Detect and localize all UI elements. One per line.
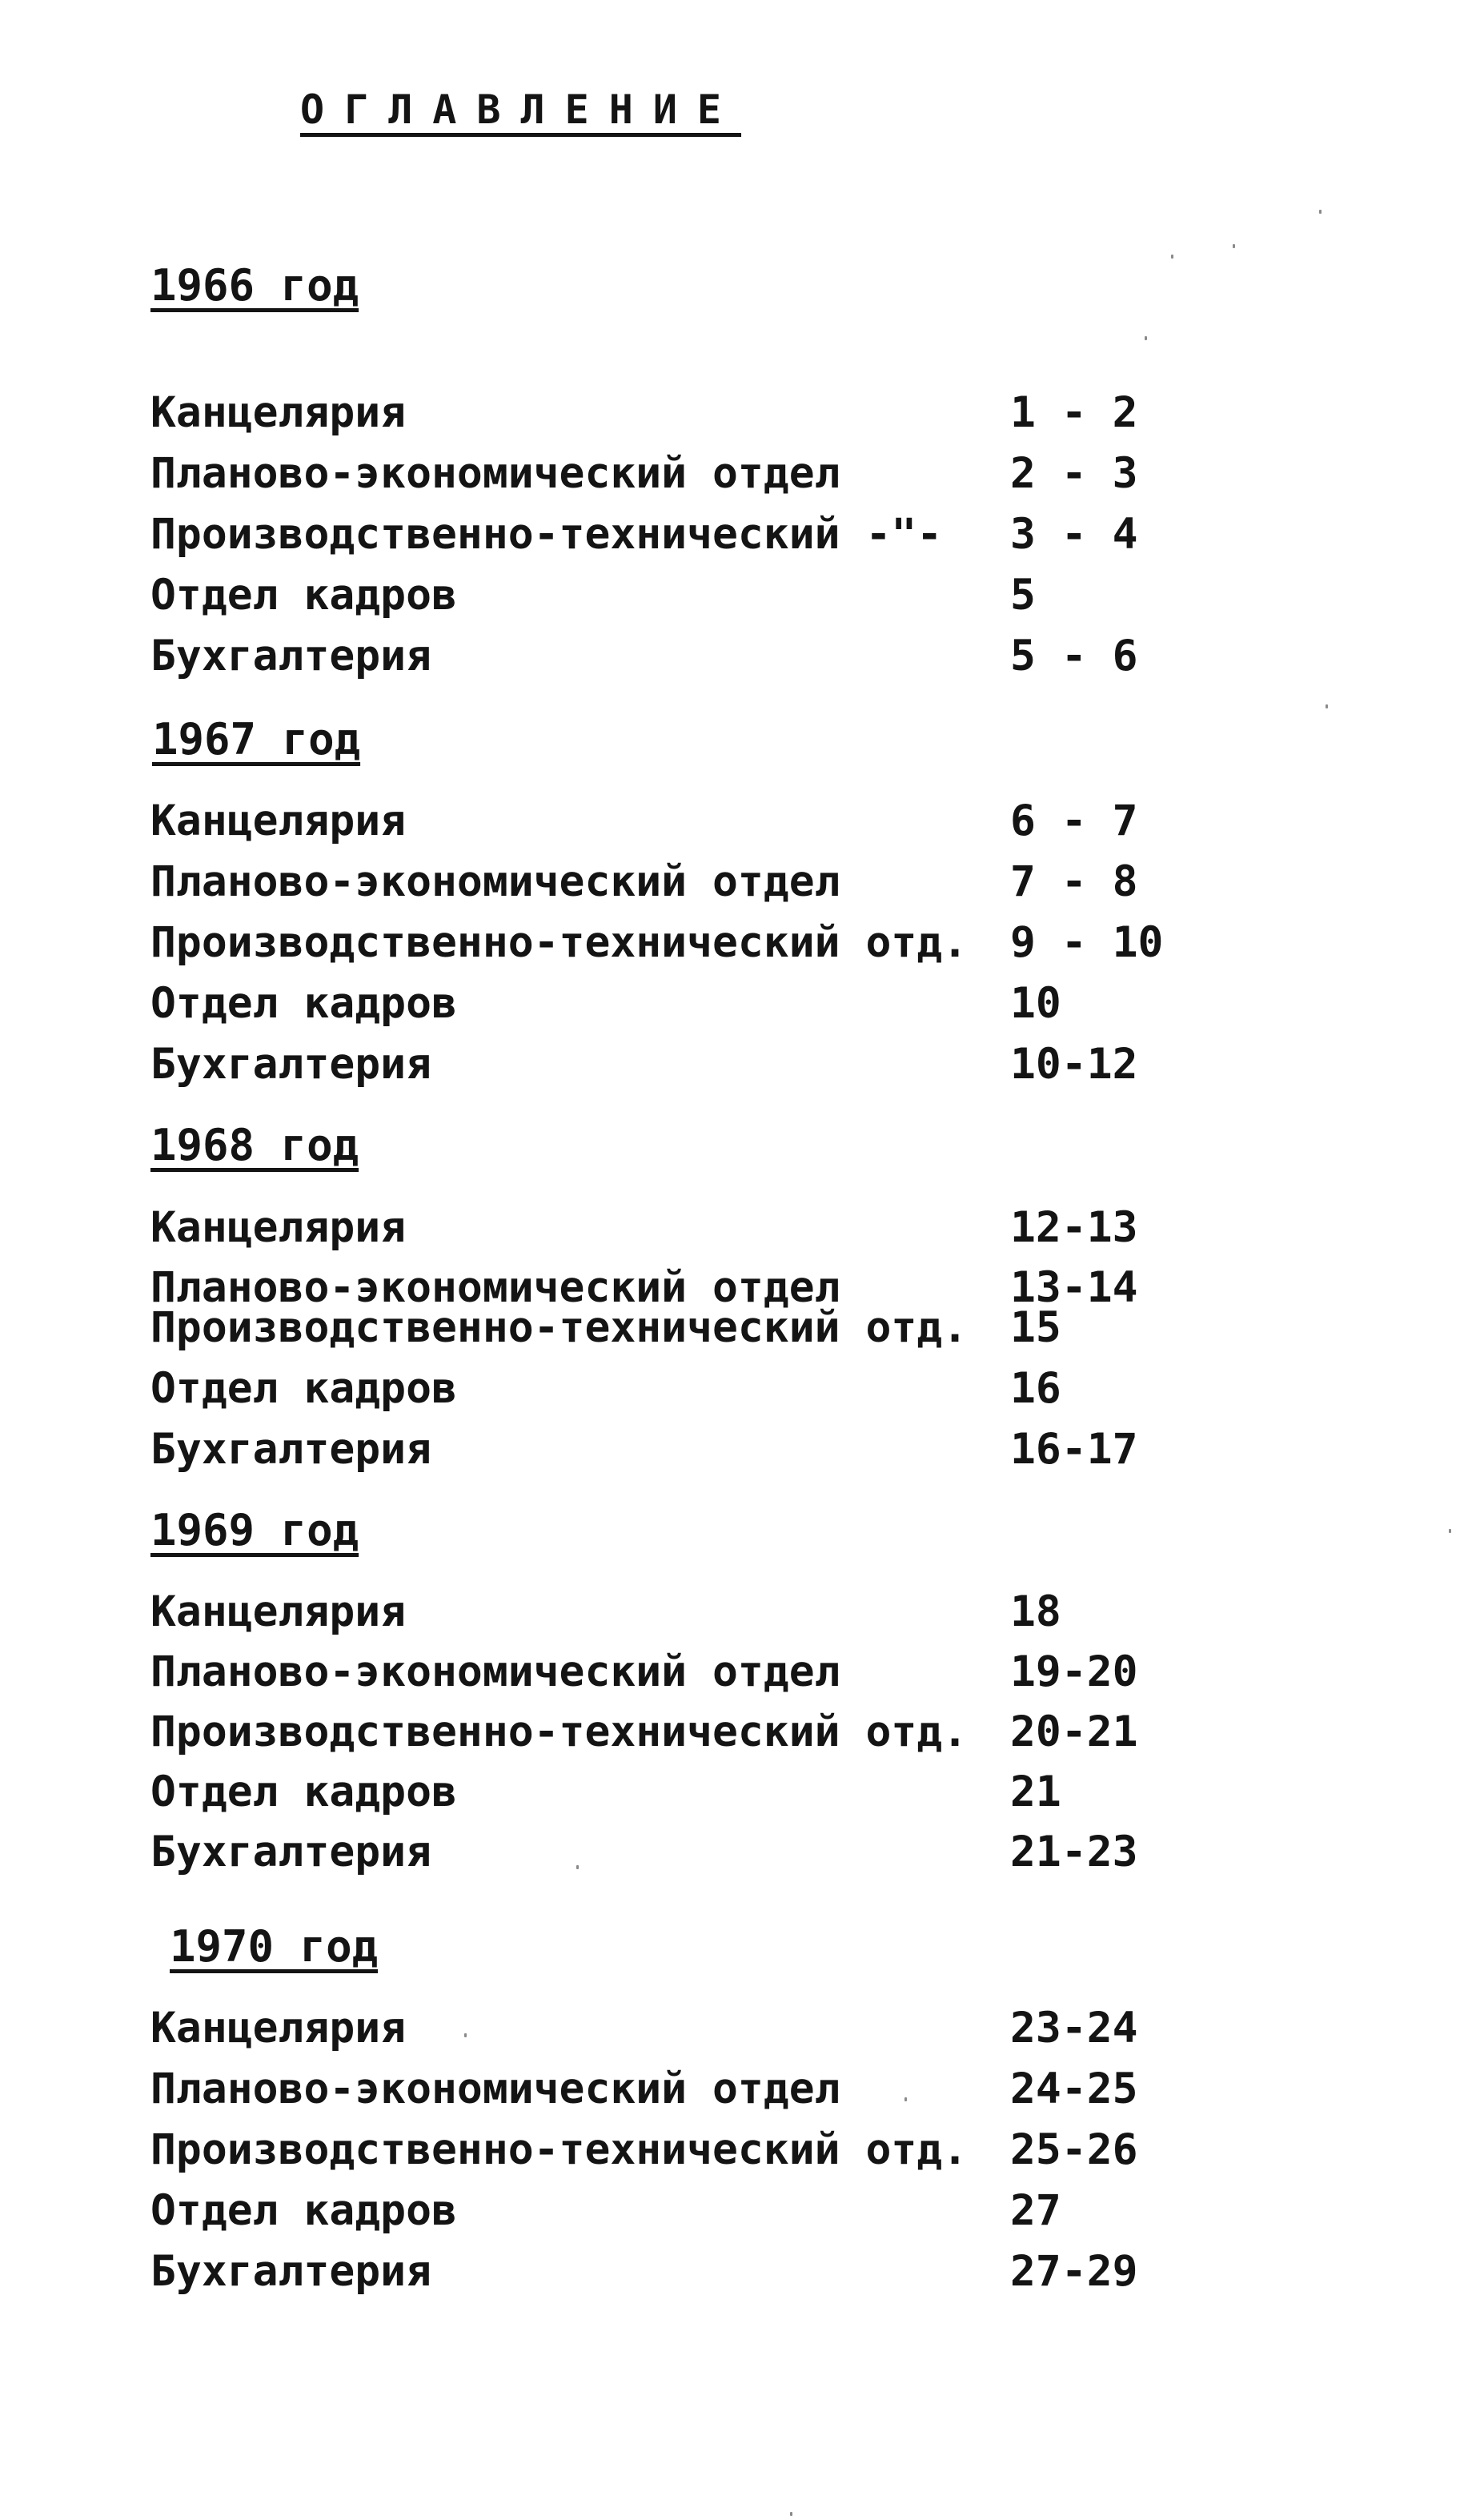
toc-entry-label: Планово-экономический отдел [150,1647,840,1696]
toc-entry-label: Производственно-технический отд. [150,2125,969,2174]
toc-entry-pages: 25-26 [1010,2125,1138,2174]
toc-entry-pages: 27-29 [1010,2247,1138,2296]
toc-entry-pages: 24-25 [1010,2065,1138,2113]
toc-entry-pages: 27 [1010,2186,1061,2235]
toc-entry-label: Планово-экономический отдел [150,1263,840,1312]
toc-entry-label: Отдел кадров [150,1768,457,1816]
section-year-heading: 1966 год [150,260,359,311]
scan-speck [1449,1529,1451,1533]
toc-entry-pages: 5 - 6 [1010,632,1138,680]
toc-entry-label: Канцелярия [150,1587,407,1636]
scan-speck [464,2033,467,2037]
toc-entry-pages: 21 [1010,1768,1061,1816]
scan-speck [1326,704,1328,708]
scan-speck [1233,244,1235,248]
toc-entry-label: Канцелярия [150,388,407,437]
toc-entry-label: Планово-экономический отдел [150,449,840,498]
toc-entry-pages: 13-14 [1010,1263,1138,1312]
scan-speck [1171,255,1173,259]
toc-entry-label: Отдел кадров [150,571,457,620]
toc-entry-pages: 12-13 [1010,1203,1138,1252]
toc-entry-label: Производственно-технический -"- [150,510,943,559]
section-year-heading: 1967 год [152,714,361,764]
toc-entry-pages: 20-21 [1010,1707,1138,1756]
toc-entry-label: Планово-экономический отдел [150,857,840,906]
toc-entry-label: Производственно-технический отд. [150,918,969,967]
toc-entry-pages: 5 [1010,571,1036,620]
toc-entry-label: Канцелярия [150,1203,407,1252]
toc-entry-label: Канцелярия [150,797,407,845]
toc-entry-label: Бухгалтерия [150,1828,431,1876]
toc-entry-label: Отдел кадров [150,2186,457,2235]
section-year-heading: 1968 год [150,1120,359,1170]
toc-entry-pages: 15 [1010,1303,1061,1352]
toc-entry-pages: 18 [1010,1587,1061,1636]
toc-entry-label: Бухгалтерия [150,632,431,680]
toc-entry-pages: 21-23 [1010,1828,1138,1876]
toc-entry-pages: 10 [1010,979,1061,1028]
toc-entry-pages: 1 - 2 [1010,388,1138,437]
toc-entry-pages: 9 - 10 [1010,918,1164,967]
toc-entry-label: Производственно-технический отд. [150,1303,969,1352]
page-title: ОГЛАВЛЕНИЕ [300,86,742,133]
toc-entry-pages: 23-24 [1010,2004,1138,2053]
toc-entry-pages: 10-12 [1010,1040,1138,1089]
scan-speck [904,2097,907,2101]
scan-speck [576,1865,579,1869]
toc-entry-pages: 19-20 [1010,1647,1138,1696]
toc-entry-label: Бухгалтерия [150,1425,431,1474]
section-year-heading: 1969 год [150,1505,359,1555]
toc-entry-pages: 7 - 8 [1010,857,1138,906]
toc-entry-label: Бухгалтерия [150,1040,431,1089]
toc-entry-label: Канцелярия [150,2004,407,2053]
section-year-heading: 1970 год [170,1921,379,1972]
toc-entry-pages: 2 - 3 [1010,449,1138,498]
toc-entry-pages: 6 - 7 [1010,797,1138,845]
scan-speck [1319,210,1322,214]
toc-entry-pages: 3 - 4 [1010,510,1138,559]
toc-entry-label: Производственно-технический отд. [150,1707,969,1756]
toc-entry-label: Отдел кадров [150,979,457,1028]
toc-entry-pages: 16-17 [1010,1425,1138,1474]
toc-entry-pages: 16 [1010,1364,1061,1413]
toc-entry-label: Отдел кадров [150,1364,457,1413]
toc-entry-label: Планово-экономический отдел [150,2065,840,2113]
toc-entry-label: Бухгалтерия [150,2247,431,2296]
scan-speck [1145,336,1147,340]
